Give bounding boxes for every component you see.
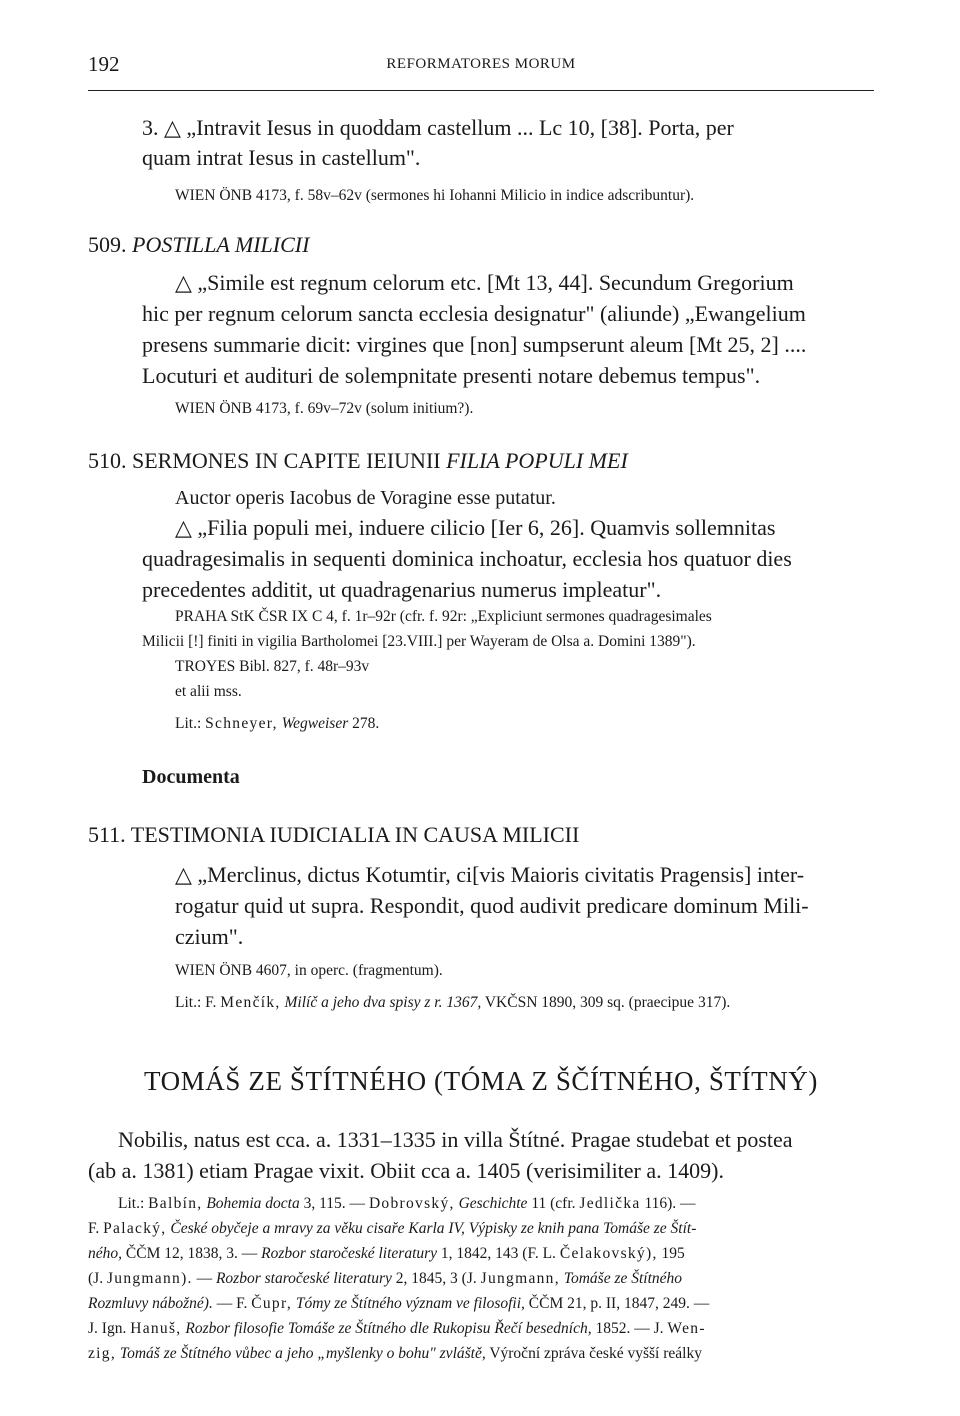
entry-509-incipit <box>142 267 880 391</box>
entry-511-heading <box>88 822 579 848</box>
entry-510-literature: Lit.: Schneyer, Wegweiser 278. <box>175 715 380 732</box>
entry-510-title-italic: FILIA POPULI MEI <box>446 448 628 473</box>
section-lit-line-3: ného, ČČM 12, 1838, 3. — Rozbor staročeské literatury 1, 1842, 143 (F. L. Čelakovský), 195 <box>88 1245 685 1262</box>
entry-509-line-4: Locuturi et audituri de solempnitate presenti notare debemus tempus". <box>142 363 761 388</box>
entry-510-line-1: △ „Filia populi mei, induere cilicio [Ier 6, 26]. Quamvis sollemnitas <box>175 515 776 540</box>
entry-510-line-2: quadragesimalis in sequenti dominica inchoatur, ecclesia hos quatuor dies <box>142 546 792 571</box>
entry-3-incipit-cont <box>142 142 880 173</box>
entry-509-line-1: △ „Simile est regnum celorum etc. [Mt 13, 44]. Secundum Gregorium <box>175 270 794 295</box>
entry-509-number: 509. <box>88 232 127 257</box>
section-lit-line-2: F. Palacký, České obyčeje a mravy za věku cisaře Karla IV, Výpisky ze knih pana Tomáše ze Štít- <box>88 1220 697 1237</box>
entry-3-line-1: 3. △ „Intravit Iesus in quoddam castellum ... Lc 10, [38]. Porta, per <box>142 115 734 140</box>
section-lit-line-5: Rozmluvy nábožné). — F. Čupr, Tómy ze Štítného význam ve filosofii, ČČM 21, p. II, 1847, 249. — <box>88 1295 710 1312</box>
entry-509-manuscript: WIEN ÖNB 4173, f. 69v–72v (solum initium?). <box>175 400 474 417</box>
entry-510-auctor: Auctor operis Iacobus de Voragine esse putatur. <box>175 487 556 509</box>
running-title: REFORMATORES MORUM <box>386 56 576 72</box>
documenta-heading: Documenta <box>142 766 240 788</box>
entry-3-incipit <box>142 112 880 143</box>
section-lit-line-4: (J. Jungmann). — Rozbor staročeské literatury 2, 1845, 3 (J. Jungmann, Tomáše ze Štítného <box>88 1270 683 1287</box>
entry-511-number: 511. <box>88 822 126 847</box>
entry-511-line-3: czium". <box>175 924 244 949</box>
section-title: TOMÁŠ ZE ŠTÍTNÉHO (TÓMA Z ŠČÍTNÉHO, ŠTÍTNÝ) <box>143 1066 818 1096</box>
section-intro <box>88 1124 880 1186</box>
section-intro-line-1: Nobilis, natus est cca. a. 1331–1335 in villa Štítné. Pragae studebat et postea <box>118 1127 793 1152</box>
entry-511-manuscript: WIEN ÖNB 4607, in operc. (fragmentum). <box>175 962 443 979</box>
entry-509-title: POSTILLA MILICII <box>132 232 310 257</box>
entry-511-line-2: rogatur quid ut supra. Respondit, quod audivit predicare dominum Mili- <box>175 893 809 918</box>
entry-510-title: SERMONES IN CAPITE IEIUNII <box>132 448 441 473</box>
section-literature <box>88 1191 880 1366</box>
section-lit-line-7: zig, Tomáš ze Štítného vůbec a jeho „myšlenky o bohu" zvláště, Výroční zpráva české vyšší reálky <box>88 1345 702 1362</box>
entry-3-manuscript: WIEN ÖNB 4173, f. 58v–62v (sermones hi Iohanni Milicio in indice adscribuntur). <box>175 187 695 204</box>
entry-510-manuscripts: PRAHA StK ČSR IX C 4, f. 1r–92r (cfr. f. 92r: „Expliciunt sermones quadragesimales Milicii [!] finiti in vigilia Bartholomei [23.VIII.] per Wayeram de Olsa a. Domini 1389"). TROYES Bibl. 827, f. 48r–93v et alii mss. <box>142 608 712 700</box>
entry-510-incipit <box>142 512 880 605</box>
section-lit-line-6: J. Ign. Hanuš, Rozbor filosofie Tomáše ze Štítného dle Rukopisu Řečí besedních, 1852. — J. Wen- <box>88 1320 706 1337</box>
entry-510-line-3: precedentes additit, ut quadragenarius numerus impleatur". <box>142 577 662 602</box>
entry-511-literature: Lit.: F. Menčík, Milíč a jeho dva spisy z r. 1367, VKČSN 1890, 309 sq. (praecipue 317). <box>175 994 731 1011</box>
entry-511-incipit <box>142 859 880 952</box>
entry-510-number: 510. <box>88 448 127 473</box>
page-number: 192 <box>88 52 120 76</box>
entry-3-line-2: quam intrat Iesus in castellum". <box>142 145 421 170</box>
page-header <box>88 52 874 91</box>
section-lit-line-1: Lit.: Balbín, Bohemia docta 3, 115. — Dobrovský, Geschichte 11 (cfr. Jedlička 116). — <box>118 1195 696 1212</box>
entry-511-title: TESTIMONIA IUDICIALIA IN CAUSA MILICII <box>130 822 580 847</box>
entry-509-line-3: presens summarie dicit: virgines que [non] sumpserunt aleum [Mt 25, 2] .... <box>142 332 807 357</box>
section-intro-line-2: (ab a. 1381) etiam Pragae vixit. Obiit cca a. 1405 (verisimiliter a. 1409). <box>88 1158 724 1183</box>
entry-511-line-1: △ „Merclinus, dictus Kotumtir, ci[vis Maioris civitatis Pragensis] inter- <box>175 862 805 887</box>
entry-509-heading <box>88 232 309 258</box>
entry-510-heading <box>88 448 628 474</box>
entry-509-line-2: hic per regnum celorum sancta ecclesia designatur" (aliunde) „Ewangelium <box>142 301 806 326</box>
